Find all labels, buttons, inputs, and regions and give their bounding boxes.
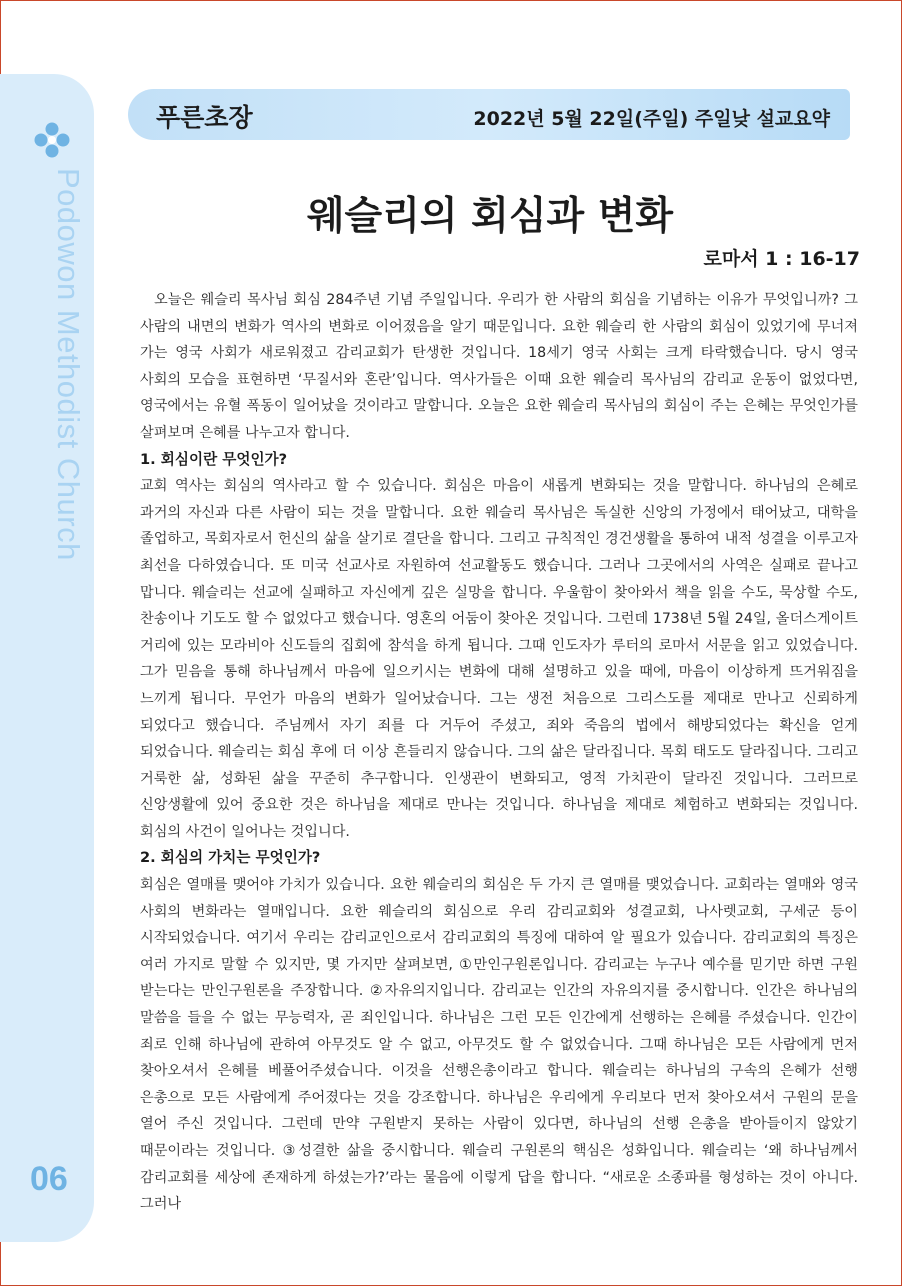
- section-title: 푸른초장: [156, 103, 253, 132]
- sermon-title: 웨슬리의 회심과 변화: [306, 193, 674, 239]
- section-heading-2: 2. 회심의 가치는 무엇인가?: [140, 849, 321, 867]
- page-number: 06: [30, 1160, 68, 1198]
- section-heading-1: 1. 회심이란 무엇인가?: [140, 450, 288, 468]
- intro-paragraph: 오늘은 웨슬리 목사님 회심 284주년 기념 주일입니다. 우리가 한 사람의 회심을 기념하는 이유가 무엇입니까? 그 사람의 내면의 변화가 역사의 변화로 이어졌음을 알기 때문입니다. 요한 웨슬리 한 사람의 회심이 있었기에 무너져 가는 영국 사회가 새로워졌고 감리교회가 탄생한 것입니다. 18세기 영국 사회는 크게 타락했습니다. 당시 영국 사회의 모습을 표현하면 ‘무질서와 혼란’입니다. 역사가들은 이때 요한 웨슬리 목사님의 감리교 운동이 없었다면, 영국에서는 유혈 폭동이 일어났을 것이라고 말합니다. 오늘은 요한 웨슬리 목사님의 회심이 주는 은혜는 무엇인가를 살펴보며 은혜를 나누고자 합니다.: [140, 292, 858, 441]
- scripture-reference: 로마서 1 : 16-17: [703, 248, 860, 270]
- section-body-2: 회심은 열매를 맺어야 가치가 있습니다. 요한 웨슬리의 회심은 두 가지 큰 열매를 맺었습니다. 교회라는 열매와 영국 사회의 변화라는 열매입니다. 요한 웨슬리의 회심으로 우리 감리교회와 성결교회, 나사렛교회, 구세군 등이 시작되었습니다. 여기서 우리는 감리교인으로서 감리교회의 특징에 대하여 알 필요가 있습니다. 감리교회의 특징은 여러 가지로 말할 수 있지만, 몇 가지만 살펴보면, ①만인구원론입니다. 감리교는 누구나 예수를 믿기만 하면 구원 받는다는 만인구원론을 주장합니다. ②자유의지입니다. 감리교는 인간의 자유의지를 중시합니다. 인간은 하나님의 말씀을 들을 수 없는 무능력자, 곧 죄인입니다. 하나님은 그런 모든 인간에게 선행하는 은혜를 주셨습니다. 인간이 죄로 인해 하나님에 관하여 아무것도 알 수 없고, 아무것도 할 수 없었습니다. 그때 하나님은 모든 사람에게 먼저 찾아오셔서 은혜를 베풀어주셨습니다. 이것을 선행은총이라고 합니다. 웨슬리는 하나님의 구속의 은혜가 선행 은총으로 모든 사람에게 주어졌다는 것을 강조합니다. 하나님은 우리에게 우리보다 먼저 찾아오셔서 구원의 문을 열어 주신 것입니다. 그런데 만약 구원받지 못하는 사람이 있다면, 하나님의 선행 은총을 받아들이지 않았기 때문이라는 것입니다. ③성결한 삶을 중시합니다. 웨슬리 구원론의 핵심은 성화입니다. 웨슬리는 ‘왜 하나님께서 감리교회를 세상에 존재하게 하셨는가?’라는 물음에 이렇게 답을 합니다. “새로운 소종파를 형성하는 것이 아니다. 그러나: [140, 877, 858, 1213]
- sermon-body: [140, 287, 858, 1218]
- cross-flower-icon: [34, 122, 70, 158]
- section-body-1: 교회 역사는 회심의 역사라고 할 수 있습니다. 회심은 마음이 새롭게 변화되는 것을 말합니다. 하나님의 은혜로 과거의 자신과 다른 사람이 되는 것을 말합니다. 요한 웨슬리 목사님은 독실한 신앙의 가정에서 태어났고, 대학을 졸업하고, 목회자로서 헌신의 삶을 살기로 결단을 합니다. 그리고 규칙적인 경건생활을 통하여 내적 성결을 이루고자 최선을 다하였습니다. 또 미국 선교사로 자원하여 선교활동도 했습니다. 그러나 그곳에서의 사역은 실패로 끝나고 맙니다. 웨슬리는 선교에 실패하고 자신에게 깊은 실망을 합니다. 우울함이 찾아와서 책을 읽을 수도, 묵상할 수도, 찬송이나 기도도 할 수 없었다고 했습니다. 영혼의 어둠이 찾아온 것입니다. 그런데 1738년 5월 24일, 올더스게이트 거리에 있는 모라비아 신도들의 집회에 참석을 하게 됩니다. 그때 인도자가 루터의 로마서 서문을 읽고 있었습니다. 그가 믿음을 통해 하나님께서 마음에 일으키시는 변화에 대해 설명하고 있을 때에, 마음이 이상하게 뜨거워짐을 느끼게 됩니다. 무언가 마음의 변화가 일어났습니다. 그는 생전 처음으로 그리스도를 제대로 만나고 신뢰하게 되었다고 했습니다. 주님께서 자기 죄를 다 거두어 주셨고, 죄와 죽음의 법에서 해방되었다는 확신을 얻게 되었습니다. 웨슬리는 회심 후에 더 이상 흔들리지 않습니다. 그의 삶은 달라집니다. 목회 태도도 달라집니다. 그리고 거룩한 삶, 성화된 삶을 꾸준히 추구합니다. 인생관이 변화되고, 영적 가치관이 달라진 것입니다. 그러므로 신앙생활에 있어 중요한 것은 하나님을 제대로 만나는 것입니다. 하나님을 제대로 체험하고 변화되는 것입니다. 회심의 사건이 일어나는 것입니다.: [140, 478, 858, 840]
- church-name: Podowon Methodist Church: [51, 168, 86, 561]
- sermon-date: 2022년 5월 22일(주일) 주일낮 설교요약: [473, 108, 830, 130]
- header-bar: [128, 89, 850, 140]
